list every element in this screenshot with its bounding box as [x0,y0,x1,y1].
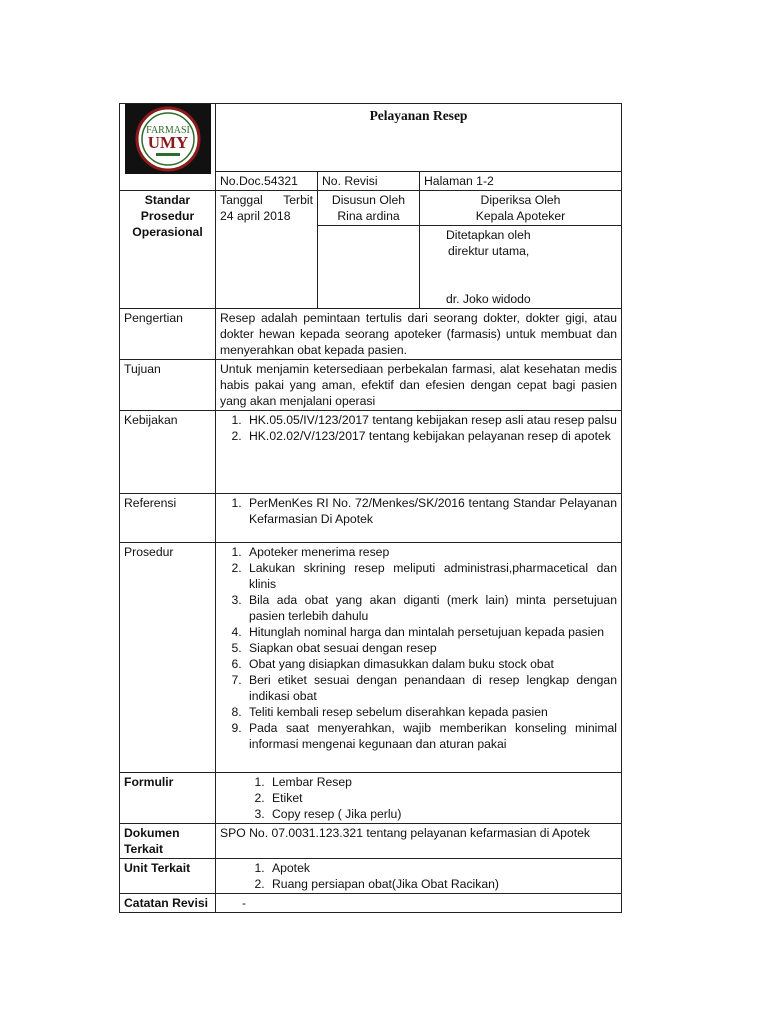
pengertian-label: Pengertian [120,309,216,360]
list-item: 2. Lakukan skrining resep meliputi administrasi,pharmacetical dan klinis [245,560,617,592]
list-item: 1. Lembar Resep [268,774,617,790]
prepared-by-cell: Disusun Oleh Rina ardina [318,191,420,226]
list-item: 7. Beri etiket sesuai dengan penandaan di resep lengkap dengan indikasi obat [245,672,617,704]
catatan-label: Catatan Revisi [120,894,216,913]
formulir-label: Formulir [120,773,216,824]
approved-by-cell: Ditetapkan oleh direktur utama, dr. Joko widodo [420,226,622,309]
prosedur-list-cell [216,543,622,773]
prepared-by-name: Rina ardina [337,209,400,223]
list-item: 5. Siapkan obat sesuai dengan resep [245,640,617,656]
list-item: 6. Obat yang disiapkan dimasukkan dalam buku stock obat [245,656,617,672]
dokumen-label: Dokumen Terkait [120,824,216,859]
logo-cell [120,104,216,191]
revision-number: No. Revisi [318,172,420,191]
checked-by-cell: Diperiksa Oleh Kepala Apoteker [420,191,622,226]
list-item: 2. Ruang persiapan obat(Jika Obat Racikan) [268,876,617,892]
pengertian-text: Resep adalah pemintaan tertulis dari seorang dokter, dokter gigi, atau dokter hewan kepada seorang apoteker (farmasis) untuk membuat dan menyerahkan obat kepada pasien. [216,309,622,360]
list-item: 1. PerMenKes RI No. 72/Menkes/SK/2016 tentang Standar Pelayanan Kefarmasian Di Apotek [245,495,617,527]
page-range: Halaman 1-2 [420,172,622,191]
logo-main-text: UMY [147,133,188,152]
formulir-list-cell [216,773,622,824]
checked-by-name: Kepala Apoteker [475,209,566,223]
tujuan-text: Untuk menjamin ketersediaan perbekalan farmasi, alat kesehatan medis habis pakai yang aman, efektif dan efesien dengan cepat bagi pasien yang akan menjalani operasi [216,360,622,411]
list-item: 9. Pada saat menyerahkan, wajib memberikan konseling minimal informasi mengenai kegunaan dan aturan pakai [245,720,617,752]
list-item: 1. HK.05.05/IV/123/2017 tentang kebijakan resep asli atau resep palsu [245,412,617,428]
kebijakan-label: Kebijakan [120,411,216,494]
page-title: Pelayanan Resep [216,104,622,172]
tujuan-label: Tujuan [120,360,216,411]
logo-top-text: FARMASI [145,125,190,136]
list-item: 3. Copy resep ( Jika perlu) [268,806,617,822]
doc-number: No.Doc.54321 [216,172,318,191]
list-item: 2. HK.02.02/V/123/2017 tentang kebijakan pelayanan resep di apotek [245,428,617,444]
issue-date-cell: Tanggal Terbit 24 april 2018 [216,191,318,309]
list-item: 1. Apoteker menerima resep [245,544,617,560]
approved-by-name: dr. Joko widodo [446,292,531,306]
unit-label: Unit Terkait [120,859,216,894]
referensi-list-cell [216,494,622,543]
referensi-label: Referensi [120,494,216,543]
list-item: 8. Teliti kembali resep sebelum diserahkan kepada pasien [245,704,617,720]
list-item: 1. Apotek [268,860,617,876]
dokumen-text: SPO No. 07.0031.123.321 tentang pelayanan kefarmasian di Apotek [216,824,622,859]
list-item: 2. Etiket [268,790,617,806]
issue-date: 24 april 2018 [220,209,291,223]
catatan-text: - [216,894,622,913]
farmasi-umy-logo [125,104,211,174]
kebijakan-list-cell [216,411,622,494]
unit-list-cell [216,859,622,894]
spo-label: Standar Prosedur Operasional [120,191,216,309]
list-item: 3. Bila ada obat yang akan diganti (merk lain) minta persetujuan pasien terlebih dahulu [245,592,617,624]
sop-table [119,103,622,913]
list-item: 4. Hitunglah nominal harga dan mintalah persetujuan kepada pasien [245,624,617,640]
prosedur-label: Prosedur [120,543,216,773]
sop-document [119,103,621,913]
